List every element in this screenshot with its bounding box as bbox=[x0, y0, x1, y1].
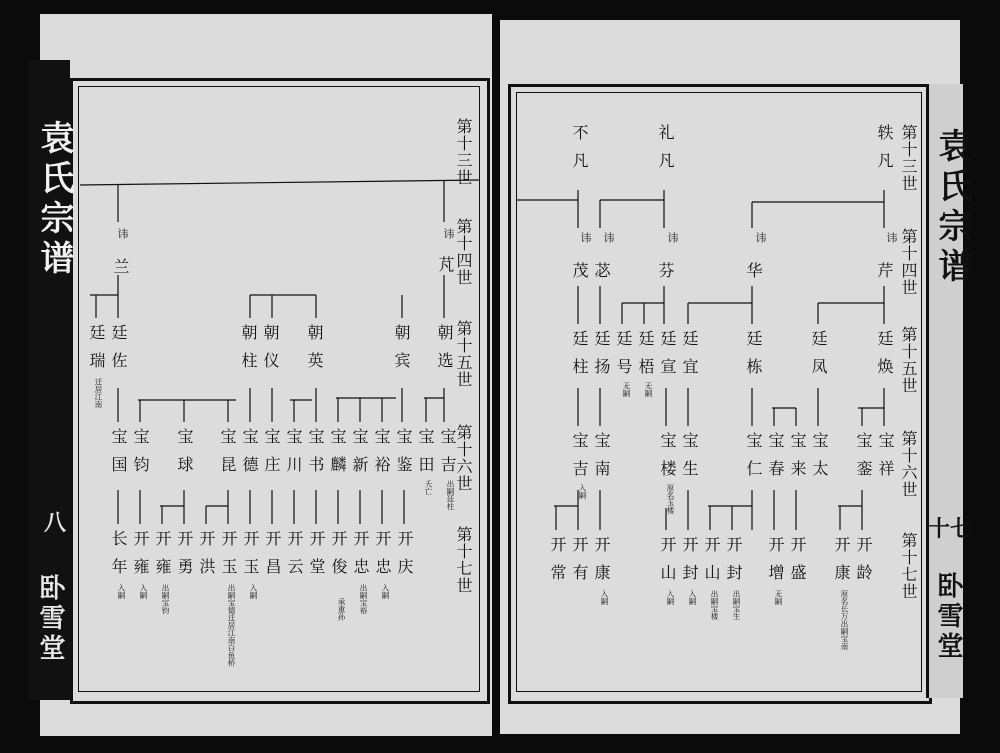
left-gen-16: 第十六世 bbox=[454, 424, 473, 492]
person-bao-zhuang: 宝庄 bbox=[262, 428, 281, 484]
person-bao-yu: 宝裕 bbox=[372, 428, 391, 484]
hall-name-left: 卧雪堂 bbox=[35, 574, 65, 664]
person-bao-luan: 宝銮 bbox=[854, 432, 873, 488]
person-bao-ji-r: 宝吉 bbox=[570, 432, 589, 488]
person-ting-wu: 廷梧 bbox=[636, 330, 655, 386]
person-kai-qing: 开庆 bbox=[395, 530, 414, 586]
book-title-right: 袁氏宗谱 bbox=[932, 128, 972, 288]
person-lan: 兰 bbox=[111, 258, 130, 286]
note-nian: 入嗣 bbox=[117, 584, 126, 599]
person-bao-jian: 宝鉴 bbox=[394, 428, 413, 484]
person-chao-zhu: 朝柱 bbox=[239, 324, 258, 380]
note-ji-r: 入嗣 bbox=[578, 484, 587, 499]
person-bao-chun: 宝春 bbox=[766, 432, 785, 488]
note-tian: 夭亡 bbox=[424, 480, 433, 495]
person-kai-feng: 开封 bbox=[680, 536, 699, 592]
person-chao-bin: 朝宾 bbox=[392, 324, 411, 380]
note-ji: 出嗣廷柱 bbox=[446, 480, 455, 510]
note-lou: 原名玉楼 bbox=[666, 484, 675, 514]
person-kai-ling: 开龄 bbox=[854, 536, 873, 592]
hall-name-right: 卧雪堂 bbox=[933, 572, 963, 662]
person-bao-lou: 宝楼 bbox=[658, 432, 677, 488]
hui-label: 讳 bbox=[885, 232, 898, 243]
person-bao-ren: 宝仁 bbox=[744, 432, 763, 488]
person-li-fan: 礼凡 bbox=[656, 124, 675, 180]
note-zhong2: 入嗣 bbox=[381, 584, 390, 599]
note-hao: 无嗣 bbox=[622, 382, 631, 397]
person-kai-chang-r: 开常 bbox=[548, 536, 567, 592]
hui-label: 讳 bbox=[602, 232, 615, 243]
person-bao-jun: 宝钧 bbox=[131, 428, 150, 484]
person-yi-fan: 轶凡 bbox=[875, 124, 894, 180]
person-bao-kun: 宝昆 bbox=[218, 428, 237, 484]
person-ting-huan: 廷焕 bbox=[875, 330, 894, 386]
person-kai-you: 开有 bbox=[570, 536, 589, 592]
hui-label: 讳 bbox=[116, 228, 129, 239]
person-fen: 芬 bbox=[656, 262, 675, 290]
hui-label: 讳 bbox=[666, 232, 679, 243]
hui-label: 讳 bbox=[754, 232, 767, 243]
note-shan2: 出嗣宝楼 bbox=[710, 590, 719, 620]
person-kai-yun: 开云 bbox=[285, 530, 304, 586]
person-ting-zhu: 廷柱 bbox=[570, 330, 589, 386]
person-bao-guo: 宝国 bbox=[109, 428, 128, 484]
note-yong1: 入嗣 bbox=[139, 584, 148, 599]
person-chao-ying: 朝英 bbox=[305, 324, 324, 380]
person-kai-shan: 开山 bbox=[658, 536, 677, 592]
person-kai-feng-2: 开封 bbox=[724, 536, 743, 592]
person-bao-tai: 宝太 bbox=[810, 432, 829, 488]
left-gen-13: 第十三世 bbox=[454, 118, 473, 186]
person-bao-ji: 宝吉 bbox=[438, 428, 457, 484]
left-page-inner-frame bbox=[78, 86, 480, 692]
right-gen-14: 第十四世 bbox=[899, 228, 918, 296]
person-peng: 芃 bbox=[436, 256, 455, 284]
person-kai-tang: 开堂 bbox=[307, 530, 326, 586]
note-rui: 迁居江南 bbox=[94, 378, 103, 408]
person-kai-hong: 开洪 bbox=[197, 530, 216, 586]
person-bao-nan: 宝南 bbox=[592, 432, 611, 488]
book-title-left: 袁氏宗谱 bbox=[34, 120, 74, 280]
person-mao: 茂 bbox=[570, 262, 589, 290]
person-ting-xuan: 廷宣 bbox=[658, 330, 677, 386]
right-gen-15: 第十五世 bbox=[899, 326, 918, 394]
left-gen-15: 第十五世 bbox=[454, 320, 473, 388]
person-kai-zeng: 开增 bbox=[766, 536, 785, 592]
person-kai-yong: 开雍 bbox=[131, 530, 150, 586]
person-bao-chuan: 宝川 bbox=[284, 428, 303, 484]
person-hua: 华 bbox=[744, 262, 763, 290]
person-bao-qiu: 宝球 bbox=[175, 428, 194, 484]
note-feng1: 入嗣 bbox=[688, 590, 697, 605]
note-wang: 承重孙 bbox=[337, 598, 346, 621]
person-kai-shan-2: 开山 bbox=[702, 536, 721, 592]
person-ting-hao: 廷号 bbox=[614, 330, 633, 386]
person-qin: 芹 bbox=[875, 262, 894, 290]
person-bao-xin: 宝新 bbox=[350, 428, 369, 484]
person-chao-yi: 朝仪 bbox=[261, 324, 280, 380]
note-yu2: 入嗣 bbox=[249, 584, 258, 599]
person-ting-yi: 廷宜 bbox=[680, 330, 699, 386]
person-bao-shu: 宝书 bbox=[306, 428, 325, 484]
note-yu1: 出嗣宝德迁居江南白鱼桥 bbox=[227, 584, 236, 667]
right-page-number: 十七 bbox=[928, 516, 973, 542]
person-bao-de: 宝德 bbox=[240, 428, 259, 484]
person-ting-rui: 廷瑞 bbox=[87, 324, 106, 380]
left-gen-14: 第十四世 bbox=[454, 218, 473, 286]
note-kang2: 原名长万出嗣宝南 bbox=[840, 590, 849, 650]
person-ting-feng: 廷凤 bbox=[809, 330, 828, 386]
left-page-number: 八 bbox=[44, 510, 67, 536]
person-ting-dong: 廷栋 bbox=[744, 330, 763, 386]
person-chao-xuan: 朝选 bbox=[435, 324, 454, 380]
person-kai-yong-brave: 开勇 bbox=[175, 530, 194, 586]
right-gen-17: 第十七世 bbox=[899, 532, 918, 600]
note-yong2: 出嗣宝钧 bbox=[161, 584, 170, 614]
person-kai-chang: 开昌 bbox=[263, 530, 282, 586]
note-zhong1: 出嗣宝裕 bbox=[359, 584, 368, 614]
person-kai-yu: 开玉 bbox=[219, 530, 238, 586]
note-wu: 无嗣 bbox=[644, 382, 653, 397]
person-chang-nian: 长年 bbox=[109, 530, 128, 586]
note-zeng: 无嗣 bbox=[774, 590, 783, 605]
left-gen-17: 第十七世 bbox=[454, 526, 473, 594]
note-feng2: 出嗣宝生 bbox=[732, 590, 741, 620]
person-bu-fan: 不凡 bbox=[570, 124, 589, 180]
person-bao-xiang: 宝祥 bbox=[876, 432, 895, 488]
person-bao-sheng: 宝生 bbox=[680, 432, 699, 488]
person-kai-sheng: 开盛 bbox=[788, 536, 807, 592]
person-kai-zhong-2: 开忠 bbox=[373, 530, 392, 586]
person-bi: 苾 bbox=[592, 262, 611, 290]
person-kai-zhong: 开忠 bbox=[351, 530, 370, 586]
person-kai-yu-2: 开玉 bbox=[241, 530, 260, 586]
hui-label: 讳 bbox=[579, 232, 592, 243]
person-kai-yong-2: 开雍 bbox=[153, 530, 172, 586]
person-ting-zuo: 廷佐 bbox=[109, 324, 128, 380]
person-kai-kang-2: 开康 bbox=[832, 536, 851, 592]
right-page-inner-frame bbox=[516, 92, 922, 692]
person-kai-kang: 开康 bbox=[592, 536, 611, 592]
person-ting-yang: 廷扬 bbox=[592, 330, 611, 386]
right-gen-13: 第十三世 bbox=[899, 124, 918, 192]
person-kai-jun: 开俊 bbox=[329, 530, 348, 586]
person-bao-lin: 宝麟 bbox=[328, 428, 347, 484]
person-bao-lai: 宝来 bbox=[788, 432, 807, 488]
person-bao-tian: 宝田 bbox=[416, 428, 435, 484]
note-shan1: 入嗣 bbox=[666, 590, 675, 605]
right-gen-16: 第十六世 bbox=[899, 430, 918, 498]
hui-label: 讳 bbox=[442, 228, 455, 239]
note-kang: 入嗣 bbox=[600, 590, 609, 605]
